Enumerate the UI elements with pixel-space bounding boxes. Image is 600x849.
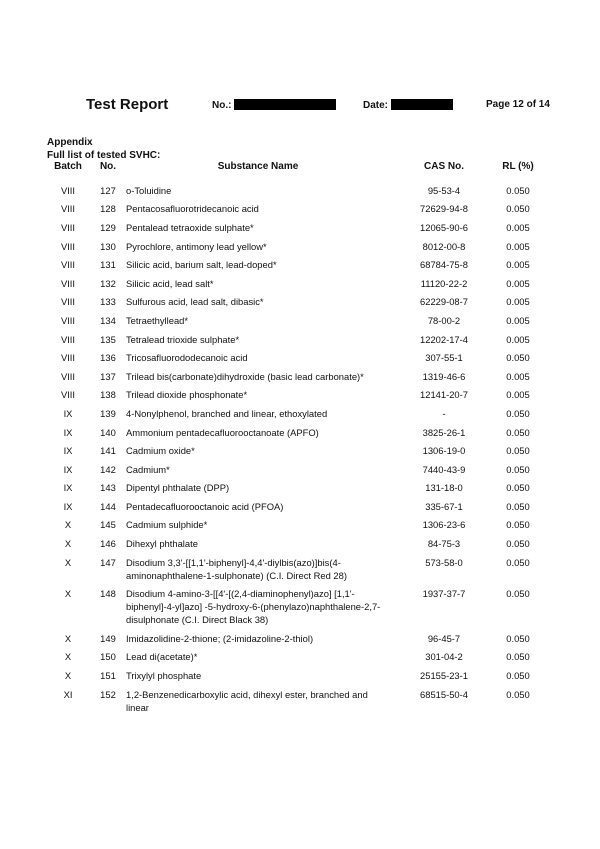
page-indicator: Page 12 of 14 <box>486 99 550 110</box>
cell-rl: 0.005 <box>506 221 530 233</box>
report-date-label: Date: <box>363 100 389 111</box>
cell-batch: IX <box>63 426 73 438</box>
table-row <box>44 330 538 349</box>
cell-substance-name: Sulfurous acid, lead salt, dibasic* <box>126 296 264 308</box>
table-row <box>44 255 538 274</box>
cell-no: 140 <box>100 426 116 438</box>
cell-rl: 0.050 <box>506 632 530 644</box>
cell-batch: VIII <box>60 184 76 196</box>
cell-substance-name: Disodium 4-amino-3-[[4'-[(2,4-diaminophenyl)azo] [1,1'-biphenyl]-4-yl]azo] -5-hydroxy-6-(phenylazo)naphthalene-2,7-disulphonate (C.I. Direct Black 38) <box>126 588 381 626</box>
table-row <box>44 685 538 717</box>
cell-rl: 0.050 <box>506 445 530 457</box>
cell-cas-no: 78-00-2 <box>427 314 461 326</box>
table-row <box>44 237 538 256</box>
cell-batch: X <box>64 519 72 531</box>
cell-batch: IX <box>63 445 73 457</box>
cell-no: 151 <box>100 670 116 682</box>
table-row <box>44 311 538 330</box>
cell-cas-no: 7440-43-9 <box>422 463 466 475</box>
cell-rl: 0.050 <box>506 352 530 364</box>
cell-batch: VIII <box>60 314 76 326</box>
cell-rl: 0.050 <box>506 463 530 475</box>
cell-rl: 0.005 <box>506 389 530 401</box>
cell-batch: VIII <box>60 277 76 289</box>
table-row <box>44 293 538 312</box>
cell-cas-no: 12141-20-7 <box>420 389 468 401</box>
cell-substance-name: Disodium 3,3'-[[1,1'-biphenyl]-4,4'-diylbis(azo)]bis(4-aminonaphthalene-1-sulphonate) (C.I. Direct Red 28) <box>126 556 347 581</box>
cell-no: 152 <box>100 688 116 700</box>
svhc-table <box>44 161 538 716</box>
cell-substance-name: Lead di(acetate)* <box>126 651 198 663</box>
table-row <box>44 497 538 516</box>
cell-rl: 0.005 <box>506 370 530 382</box>
cell-substance-name: o-Toluidine <box>126 184 172 196</box>
cell-batch: VIII <box>60 296 76 308</box>
cell-rl: 0.050 <box>506 426 530 438</box>
table-row <box>44 274 538 293</box>
cell-no: 128 <box>100 203 116 215</box>
cell-rl: 0.005 <box>506 240 530 252</box>
appendix-subtitle: Full list of tested SVHC: <box>47 150 161 161</box>
cell-batch: VIII <box>60 203 76 215</box>
cell-cas-no: 12065-90-6 <box>420 221 468 233</box>
cell-batch: IX <box>63 463 73 475</box>
column-header-cas-no: CAS No. <box>424 161 464 172</box>
cell-cas-no: 68784-75-8 <box>420 259 468 271</box>
cell-rl: 0.050 <box>506 588 530 600</box>
cell-substance-name: Cadmium sulphide* <box>126 519 208 531</box>
report-title: Test Report <box>86 96 169 113</box>
cell-rl: 0.050 <box>506 670 530 682</box>
cell-cas-no: 8012-00-8 <box>422 240 466 252</box>
cell-substance-name: Tetraethyllead* <box>126 314 189 326</box>
cell-no: 136 <box>100 352 116 364</box>
cell-cas-no: 12202-17-4 <box>420 333 468 345</box>
cell-batch: VIII <box>60 352 76 364</box>
cell-batch: X <box>64 651 72 663</box>
cell-no: 150 <box>100 651 116 663</box>
cell-cas-no: 84-75-3 <box>427 538 461 550</box>
cell-substance-name: Trixylyl phosphate <box>126 670 202 682</box>
cell-batch: X <box>64 670 72 682</box>
cell-substance-name: Cadmium oxide* <box>126 445 195 457</box>
table-row <box>44 348 538 367</box>
cell-cas-no: 95-53-4 <box>427 184 461 196</box>
cell-cas-no: 573-58-0 <box>425 556 463 568</box>
cell-substance-name: Pentadecafluorooctanoic acid (PFOA) <box>126 500 284 512</box>
table-row <box>44 553 538 585</box>
cell-rl: 0.005 <box>506 314 530 326</box>
table-row <box>44 218 538 237</box>
cell-batch: VIII <box>60 240 76 252</box>
cell-cas-no: - <box>442 407 446 419</box>
cell-batch: IX <box>63 500 73 512</box>
cell-rl: 0.050 <box>506 688 530 700</box>
table-row <box>44 181 538 200</box>
cell-cas-no: 62229-08-7 <box>420 296 468 308</box>
cell-cas-no: 11120-22-2 <box>420 277 468 289</box>
cell-batch: VIII <box>60 333 76 345</box>
table-row <box>44 648 538 667</box>
cell-substance-name: 1,2-Benzenedicarboxylic acid, dihexyl ester, branched and linear <box>126 688 368 713</box>
cell-substance-name: Tetralead trioxide sulphate* <box>126 333 240 345</box>
cell-no: 139 <box>100 407 116 419</box>
cell-cas-no: 72629-94-8 <box>420 203 468 215</box>
cell-rl: 0.050 <box>506 651 530 663</box>
cell-batch: X <box>64 538 72 550</box>
cell-batch: VIII <box>60 370 76 382</box>
appendix-title: Appendix <box>47 137 93 148</box>
cell-cas-no: 1306-23-6 <box>422 519 466 531</box>
cell-no: 134 <box>100 314 116 326</box>
cell-substance-name: Pentacosafluorotridecanoic acid <box>126 203 259 215</box>
cell-no: 141 <box>100 445 116 457</box>
redacted-report-number <box>234 99 336 110</box>
cell-cas-no: 1306-19-0 <box>422 445 466 457</box>
cell-no: 131 <box>100 259 116 271</box>
column-header-rl: RL (%) <box>502 161 534 172</box>
cell-rl: 0.050 <box>506 203 530 215</box>
cell-rl: 0.005 <box>506 296 530 308</box>
cell-cas-no: 1937-37-7 <box>422 588 466 600</box>
cell-batch: X <box>64 632 72 644</box>
column-header-batch: Batch <box>54 161 82 172</box>
cell-substance-name: 4-Nonylphenol, branched and linear, ethoxylated <box>126 407 328 419</box>
cell-no: 130 <box>100 240 116 252</box>
cell-substance-name: Tricosafluorododecanoic acid <box>126 352 248 364</box>
table-header-row <box>44 161 538 181</box>
cell-batch: VIII <box>60 221 76 233</box>
cell-cas-no: 25155-23-1 <box>420 670 468 682</box>
cell-substance-name: Cadmium* <box>126 463 170 475</box>
table-row <box>44 386 538 405</box>
table-row <box>44 367 538 386</box>
table-body <box>44 181 538 716</box>
cell-cas-no: 1319-46-6 <box>422 370 466 382</box>
cell-cas-no: 96-45-7 <box>427 632 461 644</box>
cell-rl: 0.050 <box>506 407 530 419</box>
table-row <box>44 423 538 442</box>
cell-batch: IX <box>63 407 73 419</box>
cell-cas-no: 3825-26-1 <box>422 426 466 438</box>
cell-cas-no: 68515-50-4 <box>420 688 468 700</box>
table-row <box>44 629 538 648</box>
report-number-field <box>212 99 336 111</box>
cell-no: 132 <box>100 277 116 289</box>
cell-substance-name: Imidazolidine-2-thione; (2-imidazoline-2-thiol) <box>126 632 314 644</box>
cell-no: 149 <box>100 632 116 644</box>
cell-rl: 0.005 <box>506 259 530 271</box>
cell-no: 146 <box>100 538 116 550</box>
cell-rl: 0.050 <box>506 184 530 196</box>
cell-no: 142 <box>100 463 116 475</box>
table-row <box>44 584 538 629</box>
table-row <box>44 479 538 498</box>
cell-rl: 0.050 <box>506 556 530 568</box>
cell-substance-name: Trilead bis(carbonate)dihydroxide (basic lead carbonate)* <box>126 370 364 382</box>
cell-no: 135 <box>100 333 116 345</box>
report-number-label: No.: <box>212 100 232 111</box>
cell-no: 138 <box>100 389 116 401</box>
report-date-field <box>363 99 453 111</box>
cell-batch: X <box>64 588 72 600</box>
cell-no: 129 <box>100 221 116 233</box>
cell-batch: VIII <box>60 259 76 271</box>
report-header <box>0 95 600 115</box>
cell-rl: 0.050 <box>506 519 530 531</box>
cell-no: 127 <box>100 184 116 196</box>
cell-substance-name: Dipentyl phthalate (DPP) <box>126 482 230 494</box>
cell-batch: XI <box>63 688 73 700</box>
cell-cas-no: 301-04-2 <box>425 651 463 663</box>
cell-substance-name: Pentalead tetraoxide sulphate* <box>126 221 254 233</box>
cell-rl: 0.005 <box>506 277 530 289</box>
cell-no: 148 <box>100 588 116 600</box>
cell-rl: 0.050 <box>506 482 530 494</box>
cell-rl: 0.050 <box>506 538 530 550</box>
cell-substance-name: Ammonium pentadecafluorooctanoate (APFO) <box>126 426 319 438</box>
cell-no: 143 <box>100 482 116 494</box>
table-row <box>44 516 538 535</box>
cell-substance-name: Silicic acid, lead salt* <box>126 277 214 289</box>
table-row <box>44 460 538 479</box>
cell-batch: VIII <box>60 389 76 401</box>
table-row <box>44 404 538 423</box>
cell-batch: X <box>64 556 72 568</box>
cell-substance-name: Dihexyl phthalate <box>126 538 198 550</box>
cell-substance-name: Trilead dioxide phosphonate* <box>126 389 248 401</box>
cell-no: 137 <box>100 370 116 382</box>
column-header-no: No. <box>99 161 117 172</box>
cell-cas-no: 307-55-1 <box>425 352 463 364</box>
table-row <box>44 441 538 460</box>
cell-batch: IX <box>63 482 73 494</box>
cell-substance-name: Pyrochlore, antimony lead yellow* <box>126 240 267 252</box>
appendix-heading <box>47 136 160 162</box>
table-row <box>44 666 538 685</box>
cell-rl: 0.005 <box>506 333 530 345</box>
cell-no: 145 <box>100 519 116 531</box>
cell-no: 147 <box>100 556 116 568</box>
cell-substance-name: Silicic acid, barium salt, lead-doped* <box>126 259 277 271</box>
cell-cas-no: 131-18-0 <box>425 482 463 494</box>
table-row <box>44 534 538 553</box>
cell-cas-no: 335-67-1 <box>425 500 463 512</box>
column-header-substance-name: Substance Name <box>217 161 299 172</box>
cell-no: 144 <box>100 500 116 512</box>
redacted-report-date <box>391 99 453 110</box>
cell-no: 133 <box>100 296 116 308</box>
cell-rl: 0.050 <box>506 500 530 512</box>
table-row <box>44 200 538 219</box>
